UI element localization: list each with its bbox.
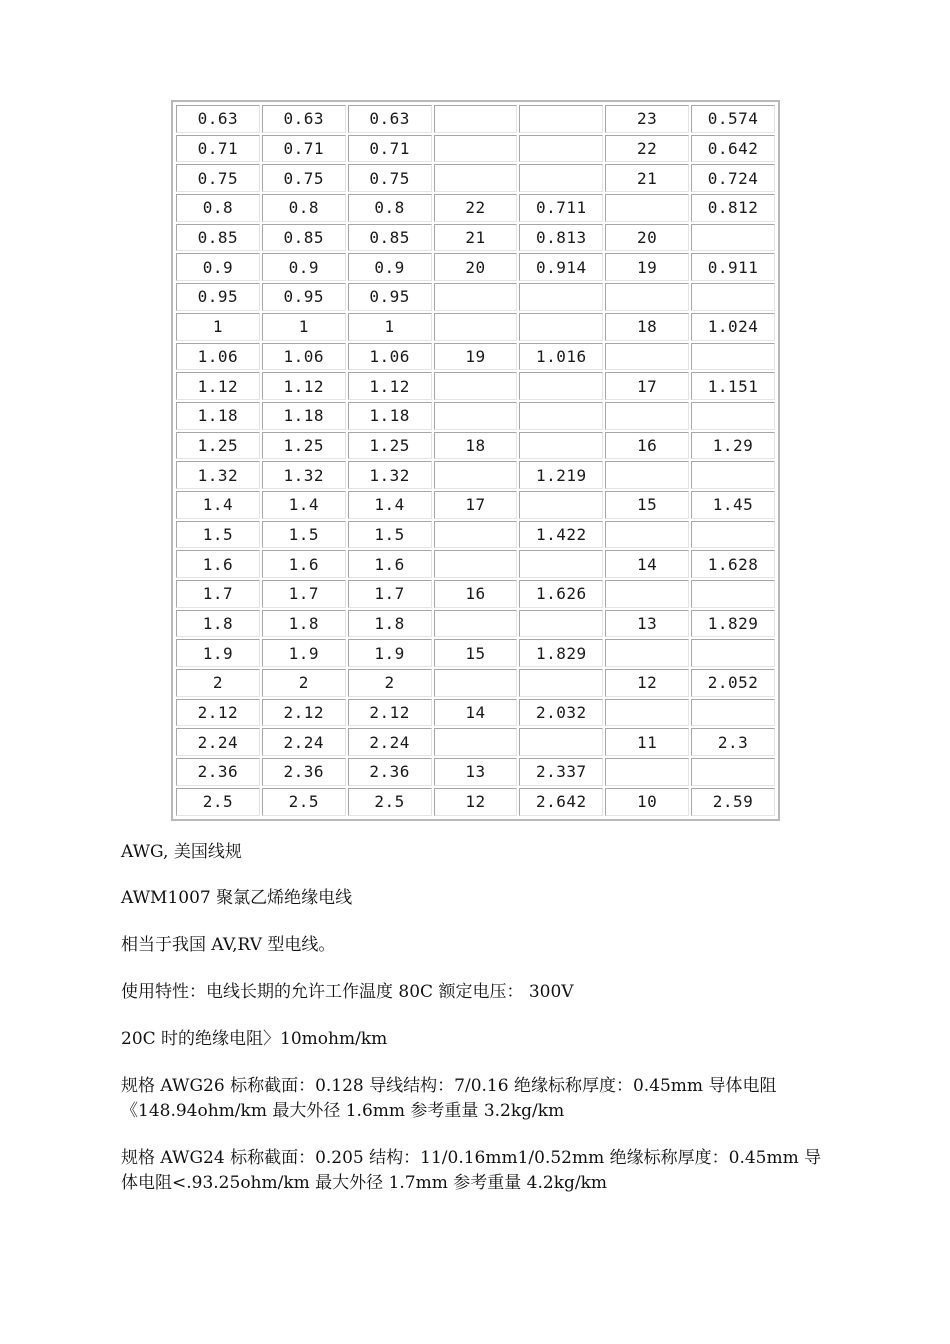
table-cell: 21 bbox=[434, 224, 518, 252]
table-cell bbox=[605, 639, 689, 667]
table-cell: 0.63 bbox=[262, 105, 346, 133]
table-row bbox=[176, 728, 775, 756]
table-cell bbox=[434, 164, 518, 192]
table-cell: 0.812 bbox=[691, 194, 775, 222]
table-cell: 1.7 bbox=[262, 580, 346, 608]
table-cell: 0.8 bbox=[176, 194, 260, 222]
table-cell: 2 bbox=[176, 669, 260, 697]
table-cell: 1.25 bbox=[176, 432, 260, 460]
table-cell bbox=[605, 402, 689, 430]
table-cell bbox=[691, 461, 775, 489]
table-cell: 18 bbox=[605, 313, 689, 341]
table-row bbox=[176, 788, 775, 816]
table-cell: 0.85 bbox=[262, 224, 346, 252]
table-cell: 14 bbox=[434, 699, 518, 727]
table-cell bbox=[519, 164, 603, 192]
table-row bbox=[176, 461, 775, 489]
table-cell: 15 bbox=[605, 491, 689, 519]
spec-awg24: 规格 AWG24 标称截面：0.205 结构：11/0.16mm1/0.52mm 绝缘标称厚度：0.45mm 导体电阻<.93.25ohm/km 最大外径 1.7mm 参考重量 4.2kg/km bbox=[121, 1148, 822, 1193]
table-cell: 2.59 bbox=[691, 788, 775, 816]
table-cell bbox=[434, 461, 518, 489]
table-cell bbox=[605, 699, 689, 727]
table-cell: 0.914 bbox=[519, 253, 603, 281]
table-cell: 0.574 bbox=[691, 105, 775, 133]
table-cell: 0.85 bbox=[348, 224, 432, 252]
table-cell: 1 bbox=[176, 313, 260, 341]
insulation-resistance: 20C 时的绝缘电阻〉10mohm/km bbox=[121, 1029, 388, 1049]
table-cell: 0.8 bbox=[348, 194, 432, 222]
table-cell: 2 bbox=[348, 669, 432, 697]
table-cell: 0.911 bbox=[691, 253, 775, 281]
table-cell: 0.63 bbox=[176, 105, 260, 133]
table-cell: 2.24 bbox=[262, 728, 346, 756]
table-cell: 2.5 bbox=[176, 788, 260, 816]
table-cell: 1.18 bbox=[262, 402, 346, 430]
table-row bbox=[176, 491, 775, 519]
table-cell: 2.5 bbox=[348, 788, 432, 816]
awm1007-heading: AWM1007 聚氯乙烯绝缘电线 bbox=[121, 888, 353, 908]
awg-heading: AWG, 美国线规 bbox=[121, 842, 242, 862]
table-cell: 1.06 bbox=[176, 343, 260, 371]
table-cell: 1.628 bbox=[691, 550, 775, 578]
table-cell bbox=[434, 521, 518, 549]
table-cell bbox=[691, 758, 775, 786]
table-cell: 1.29 bbox=[691, 432, 775, 460]
table-cell: 1.12 bbox=[348, 372, 432, 400]
table-cell: 2.24 bbox=[176, 728, 260, 756]
table-cell: 1.06 bbox=[262, 343, 346, 371]
table-cell: 1.422 bbox=[519, 521, 603, 549]
table-cell bbox=[519, 313, 603, 341]
table-cell: 1.25 bbox=[348, 432, 432, 460]
table-cell: 2 bbox=[262, 669, 346, 697]
table-row bbox=[176, 610, 775, 638]
table-cell: 1.9 bbox=[262, 639, 346, 667]
table-row bbox=[176, 164, 775, 192]
table-cell: 12 bbox=[605, 669, 689, 697]
table-cell bbox=[691, 283, 775, 311]
table-cell bbox=[691, 521, 775, 549]
table-cell: 13 bbox=[605, 610, 689, 638]
table-row bbox=[176, 580, 775, 608]
table-cell: 2.24 bbox=[348, 728, 432, 756]
table-cell bbox=[691, 699, 775, 727]
table-cell: 13 bbox=[434, 758, 518, 786]
table-row bbox=[176, 699, 775, 727]
table-cell: 1 bbox=[348, 313, 432, 341]
table-cell: 1.151 bbox=[691, 372, 775, 400]
table-cell: 1.829 bbox=[519, 639, 603, 667]
table-cell bbox=[434, 105, 518, 133]
table-cell: 1.016 bbox=[519, 343, 603, 371]
table-cell: 20 bbox=[434, 253, 518, 281]
table-row bbox=[176, 669, 775, 697]
table-cell: 1.8 bbox=[348, 610, 432, 638]
table-cell bbox=[519, 105, 603, 133]
table-row bbox=[176, 105, 775, 133]
table-cell: 2.36 bbox=[176, 758, 260, 786]
table-cell bbox=[605, 283, 689, 311]
table-cell bbox=[519, 610, 603, 638]
table-cell: 0.75 bbox=[262, 164, 346, 192]
table-cell: 0.9 bbox=[348, 253, 432, 281]
table-cell bbox=[519, 491, 603, 519]
table-cell: 2.36 bbox=[348, 758, 432, 786]
table-cell: 1.5 bbox=[348, 521, 432, 549]
table-cell: 1.32 bbox=[176, 461, 260, 489]
table-row bbox=[176, 313, 775, 341]
table-cell bbox=[605, 461, 689, 489]
table-cell bbox=[434, 610, 518, 638]
spec-awg26: 规格 AWG26 标称截面：0.128 导线结构：7/0.16 绝缘标称厚度：0.45mm 导体电阻《148.94ohm/km 最大外径 1.6mm 参考重量 3.2kg/km bbox=[121, 1076, 777, 1121]
table-row bbox=[176, 432, 775, 460]
table-cell: 0.71 bbox=[262, 135, 346, 163]
table-cell bbox=[519, 728, 603, 756]
table-cell bbox=[434, 135, 518, 163]
table-cell: 1.06 bbox=[348, 343, 432, 371]
table-cell bbox=[605, 521, 689, 549]
table-cell bbox=[691, 402, 775, 430]
table-cell: 2.5 bbox=[262, 788, 346, 816]
table-cell bbox=[691, 343, 775, 371]
table-cell: 0.71 bbox=[176, 135, 260, 163]
table-cell bbox=[691, 580, 775, 608]
wire-gauge-grid bbox=[174, 103, 777, 818]
table-cell bbox=[605, 758, 689, 786]
table-body bbox=[176, 105, 775, 816]
table-cell: 0.711 bbox=[519, 194, 603, 222]
table-cell: 2.032 bbox=[519, 699, 603, 727]
table-cell bbox=[434, 669, 518, 697]
table-row bbox=[176, 194, 775, 222]
table-cell bbox=[434, 402, 518, 430]
equivalent-note: 相当于我国 AV,RV 型电线。 bbox=[121, 935, 336, 955]
table-row bbox=[176, 135, 775, 163]
table-cell: 16 bbox=[434, 580, 518, 608]
table-row bbox=[176, 343, 775, 371]
table-cell: 1.4 bbox=[176, 491, 260, 519]
table-cell: 0.724 bbox=[691, 164, 775, 192]
table-cell: 0.9 bbox=[176, 253, 260, 281]
table-cell: 14 bbox=[605, 550, 689, 578]
table-cell: 2.052 bbox=[691, 669, 775, 697]
table-cell: 1.32 bbox=[348, 461, 432, 489]
table-cell bbox=[519, 402, 603, 430]
table-cell: 1.8 bbox=[262, 610, 346, 638]
table-cell: 1.12 bbox=[262, 372, 346, 400]
table-cell: 1.4 bbox=[262, 491, 346, 519]
table-cell bbox=[519, 432, 603, 460]
table-cell bbox=[519, 372, 603, 400]
table-cell: 2.12 bbox=[348, 699, 432, 727]
table-cell: 1.6 bbox=[262, 550, 346, 578]
table-row bbox=[176, 521, 775, 549]
table-cell: 2.337 bbox=[519, 758, 603, 786]
table-cell: 0.75 bbox=[176, 164, 260, 192]
table-cell: 2.642 bbox=[519, 788, 603, 816]
table-cell bbox=[519, 550, 603, 578]
table-cell: 1.12 bbox=[176, 372, 260, 400]
table-cell: 1.4 bbox=[348, 491, 432, 519]
table-cell: 22 bbox=[434, 194, 518, 222]
table-cell: 1.829 bbox=[691, 610, 775, 638]
table-cell: 21 bbox=[605, 164, 689, 192]
table-cell: 2.12 bbox=[176, 699, 260, 727]
table-cell: 1.9 bbox=[348, 639, 432, 667]
table-cell: 15 bbox=[434, 639, 518, 667]
table-cell: 1.8 bbox=[176, 610, 260, 638]
table-cell: 17 bbox=[434, 491, 518, 519]
table-cell: 0.9 bbox=[262, 253, 346, 281]
table-cell: 12 bbox=[434, 788, 518, 816]
table-cell: 23 bbox=[605, 105, 689, 133]
table-row bbox=[176, 758, 775, 786]
table-cell bbox=[691, 639, 775, 667]
table-row bbox=[176, 639, 775, 667]
table-cell: 19 bbox=[605, 253, 689, 281]
table-cell: 0.85 bbox=[176, 224, 260, 252]
table-cell: 1.18 bbox=[176, 402, 260, 430]
usage-characteristics: 使用特性：电线长期的允许工作温度 80C 额定电压： 300V bbox=[121, 982, 574, 1002]
table-cell: 2.3 bbox=[691, 728, 775, 756]
table-cell: 11 bbox=[605, 728, 689, 756]
table-cell bbox=[519, 669, 603, 697]
table-cell: 1.18 bbox=[348, 402, 432, 430]
table-cell bbox=[519, 135, 603, 163]
table-cell: 1.9 bbox=[176, 639, 260, 667]
table-cell: 0.8 bbox=[262, 194, 346, 222]
table-row bbox=[176, 372, 775, 400]
table-cell: 1.219 bbox=[519, 461, 603, 489]
table-cell: 16 bbox=[605, 432, 689, 460]
table-cell: 0.63 bbox=[348, 105, 432, 133]
table-cell: 0.71 bbox=[348, 135, 432, 163]
table-cell: 1.6 bbox=[176, 550, 260, 578]
table-cell bbox=[605, 580, 689, 608]
table-cell bbox=[605, 194, 689, 222]
table-cell: 0.95 bbox=[348, 283, 432, 311]
table-cell: 1.6 bbox=[348, 550, 432, 578]
wire-gauge-table bbox=[171, 100, 780, 821]
table-cell bbox=[434, 313, 518, 341]
table-cell bbox=[434, 728, 518, 756]
table-cell: 0.95 bbox=[176, 283, 260, 311]
table-row bbox=[176, 402, 775, 430]
table-cell: 0.642 bbox=[691, 135, 775, 163]
table-cell: 10 bbox=[605, 788, 689, 816]
table-cell: 22 bbox=[605, 135, 689, 163]
table-cell: 1.7 bbox=[348, 580, 432, 608]
table-cell: 1.5 bbox=[176, 521, 260, 549]
table-cell: 1.32 bbox=[262, 461, 346, 489]
table-cell: 1.024 bbox=[691, 313, 775, 341]
table-cell: 1.7 bbox=[176, 580, 260, 608]
table-cell: 2.36 bbox=[262, 758, 346, 786]
table-cell: 20 bbox=[605, 224, 689, 252]
table-cell bbox=[519, 283, 603, 311]
table-cell: 1 bbox=[262, 313, 346, 341]
table-cell: 17 bbox=[605, 372, 689, 400]
table-cell: 1.5 bbox=[262, 521, 346, 549]
table-cell: 2.12 bbox=[262, 699, 346, 727]
table-cell: 1.25 bbox=[262, 432, 346, 460]
table-cell: 0.75 bbox=[348, 164, 432, 192]
table-row bbox=[176, 550, 775, 578]
table-cell: 0.95 bbox=[262, 283, 346, 311]
table-row bbox=[176, 253, 775, 281]
table-row bbox=[176, 283, 775, 311]
table-cell bbox=[434, 372, 518, 400]
table-cell: 1.45 bbox=[691, 491, 775, 519]
table-cell: 1.626 bbox=[519, 580, 603, 608]
table-cell bbox=[691, 224, 775, 252]
table-cell bbox=[434, 283, 518, 311]
table-cell: 0.813 bbox=[519, 224, 603, 252]
table-cell bbox=[434, 550, 518, 578]
table-row bbox=[176, 224, 775, 252]
table-cell: 18 bbox=[434, 432, 518, 460]
table-cell: 19 bbox=[434, 343, 518, 371]
table-cell bbox=[605, 343, 689, 371]
